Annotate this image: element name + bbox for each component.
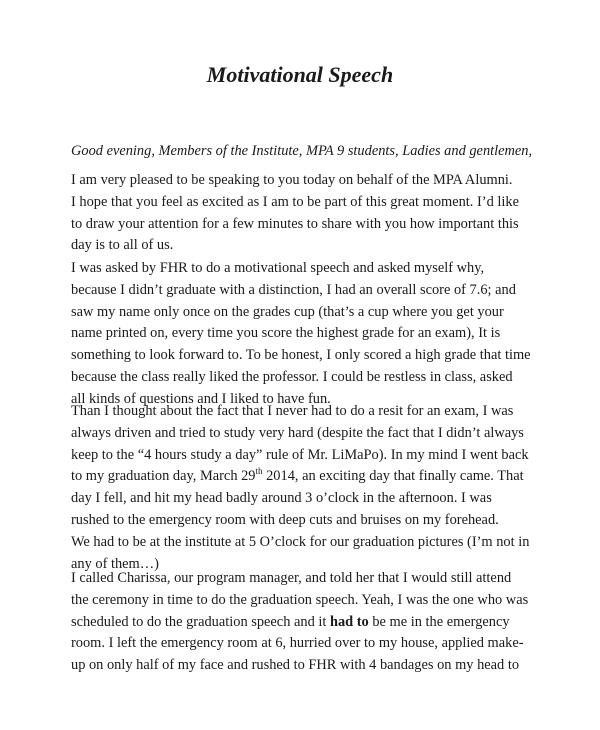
text-segment: scheduled to do the graduation speech and it — [71, 613, 330, 630]
text-line: I am very pleased to be speaking to you today on behalf of the MPA Alumni. — [71, 172, 513, 188]
text-line — [71, 612, 541, 634]
text-line: saw my name only once on the grades cup (that’s a cup where you get your — [71, 303, 504, 320]
text-line: the ceremony in time to do the graduation speech. Yeah, I was the one who was — [71, 591, 529, 608]
paragraph-2 — [71, 258, 541, 411]
ordinal-suffix: th — [255, 466, 263, 477]
text-line: any of them…) — [71, 555, 159, 572]
text-line: I called Charissa, our program manager, and told her that I would still attend — [71, 570, 512, 586]
text-line: Than I thought about the fact that I never had to do a resit for an exam, I was — [71, 403, 514, 419]
text-line: day is to all of us. — [71, 237, 174, 254]
paragraph-1 — [71, 170, 541, 257]
text-line: We had to be at the institute at 5 O’clock for our graduation pictures (I’m not in — [71, 533, 530, 550]
text-line: name printed on, every time you score the highest grade for an exam), It is — [71, 325, 501, 342]
text-line: up on only half of my face and rushed to FHR with 4 bandages on my head to — [71, 657, 520, 674]
text-segment: be me in the emergency — [368, 613, 510, 630]
text-line: to draw your attention for a few minutes to share with you how important this — [71, 215, 519, 232]
text-line: I hope that you feel as excited as I am to be part of this great moment. I’d like — [71, 193, 519, 210]
text-line: always driven and tried to study very hard (despite the fact that I didn’t always — [71, 424, 524, 441]
text-line: rushed to the emergency room with deep cuts and bruises on my forehead. — [71, 511, 499, 528]
text-line: I was asked by FHR to do a motivational speech and asked myself why, — [71, 260, 485, 276]
page-title: Motivational Speech — [206, 62, 394, 87]
text-line: keep to the “4 hours study a day” rule of Mr. LiMaPo). In my mind I went back — [71, 446, 529, 463]
text-line: something to look forward to. To be honest, I only scored a high grade that time — [71, 347, 531, 364]
paragraph-3 — [71, 401, 541, 575]
paragraph-4 — [71, 568, 541, 677]
text-segment: to my graduation day, March 29 — [71, 468, 256, 485]
text-segment: 2014, an exciting day that finally came. That — [262, 468, 524, 485]
text-line — [71, 466, 541, 488]
text-line: because I didn’t graduate with a distinction, I had an overall score of 7.6; and — [71, 281, 516, 298]
text-line: because the class really liked the professor. I could be restless in class, asked — [71, 368, 513, 385]
text-line: all kinds of questions and I liked to have fun. — [71, 390, 331, 407]
greeting-line: Good evening, Members of the Institute, MPA 9 students, Ladies and gentlemen, — [71, 143, 533, 159]
bold-text: had to — [329, 613, 369, 630]
text-line: room. I left the emergency room at 6, hurried over to my house, applied make- — [71, 635, 524, 652]
text-line: day I fell, and hit my head badly around 3 o’clock in the afternoon. I was — [71, 490, 492, 507]
